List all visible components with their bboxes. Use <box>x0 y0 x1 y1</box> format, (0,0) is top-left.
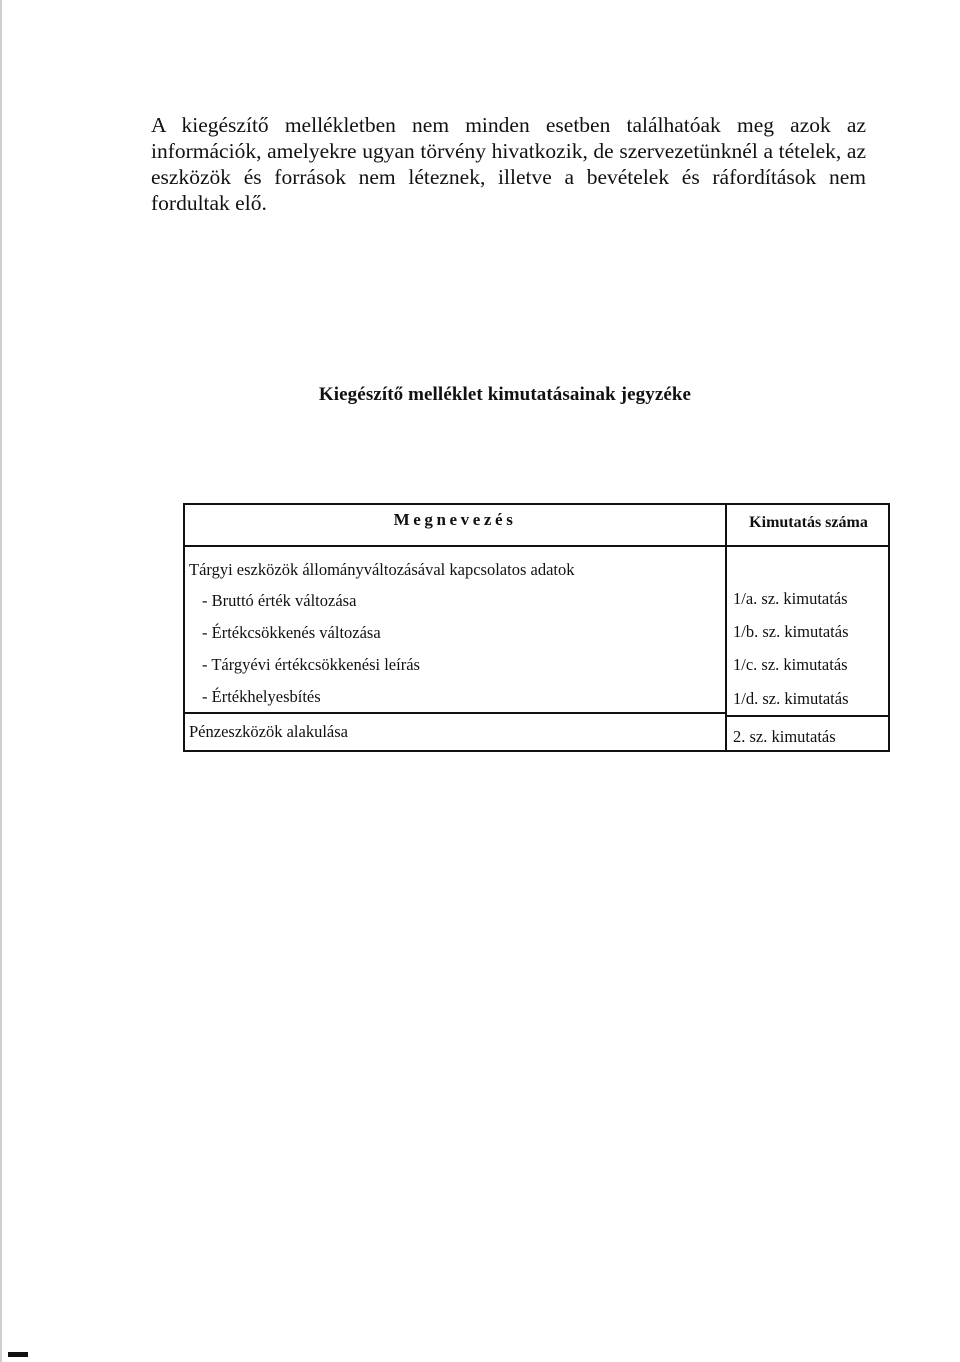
column-divider <box>725 505 727 750</box>
header-ref-cell: Kimutatás száma <box>749 514 868 531</box>
row-name-cash: Pénzeszközök alakulása <box>189 722 348 741</box>
row-ref-2: 2. sz. kimutatás <box>733 727 836 746</box>
statements-table <box>183 503 890 752</box>
row-ref-1c: 1/c. sz. kimutatás <box>733 655 848 674</box>
row-name-revaluation: - Értékhelyesbítés <box>202 687 321 706</box>
row-name-annual-depreciation: - Tárgyévi értékcsökkenési leírás <box>202 655 420 674</box>
row-divider-right <box>725 715 888 717</box>
table-header-row <box>185 505 888 547</box>
row-divider-left <box>185 712 725 714</box>
row-ref-1d: 1/d. sz. kimutatás <box>733 689 849 708</box>
row-name-gross-value: - Bruttó érték változása <box>202 591 357 610</box>
scan-mark <box>8 1352 28 1357</box>
header-name-cell: Megnevezés <box>393 510 517 529</box>
row-ref-1b: 1/b. sz. kimutatás <box>733 622 849 641</box>
table-title: Kiegészítő melléklet kimutatásainak jegyzéke <box>318 384 692 405</box>
group-label: Tárgyi eszközök állományváltozásával kapcsolatos adatok <box>189 560 575 579</box>
row-ref-1a: 1/a. sz. kimutatás <box>733 589 848 608</box>
scan-edge <box>0 0 2 1362</box>
intro-paragraph: A kiegészítő mellékletben nem minden esetben találhatóak meg azok az információk, amelyekre ugyan törvény hivatkozik, de szervezetünknél a tételek, az eszközök és források nem léteznek, illetve a bevételek és ráfordítások nem fordultak elő. <box>151 113 866 215</box>
row-name-depreciation: - Értékcsökkenés változása <box>202 623 381 642</box>
